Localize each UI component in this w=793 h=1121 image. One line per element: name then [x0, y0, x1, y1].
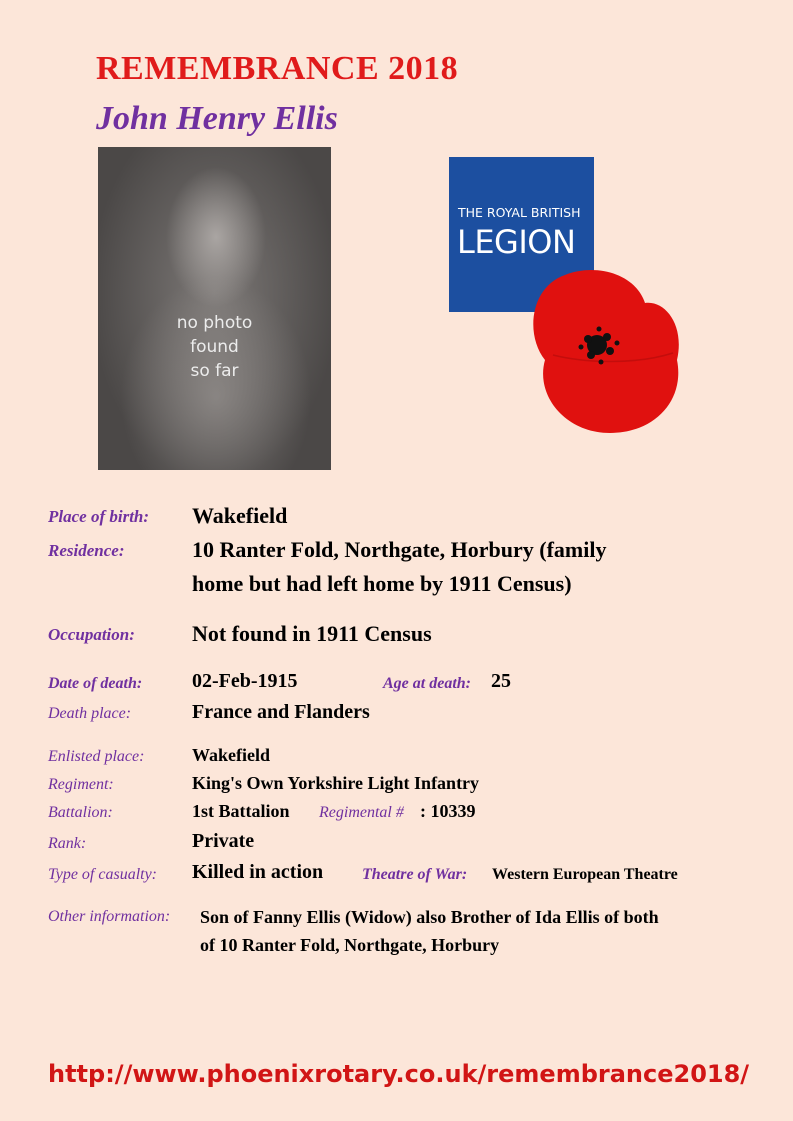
other-information-line-2: of 10 Ranter Fold, Northgate, Horbury	[200, 935, 500, 955]
occupation-value: Not found in 1911 Census	[192, 621, 432, 646]
death-place-label: Death place:	[48, 705, 132, 722]
occupation-label: Occupation:	[48, 625, 135, 644]
page-title: REMEMBRANCE 2018	[96, 50, 459, 87]
logo-line-2: LEGION	[457, 223, 576, 261]
battalion-value: 1st Battalion	[192, 801, 290, 821]
residence-value	[192, 533, 752, 601]
rank-value: Private	[192, 830, 255, 852]
place-of-birth-value: Wakefield	[192, 503, 288, 528]
logo-line-1: THE ROYAL BRITISH	[458, 205, 581, 220]
age-at-death-label	[383, 675, 471, 693]
other-information-line-1: Son of Fanny Ellis (Widow) also Brother of Ida Ellis of both	[200, 907, 659, 927]
theatre-of-war-label-text: Theatre of War:	[362, 866, 468, 883]
theatre-of-war-label	[362, 866, 467, 884]
photo-placeholder	[98, 147, 331, 470]
regimental-number-value: : 10339	[420, 801, 476, 821]
age-at-death-value: 25	[491, 670, 511, 692]
soldier-name: John Henry Ellis	[96, 100, 338, 137]
regiment-value: King's Own Yorkshire Light Infantry	[192, 773, 480, 793]
residence-line-2: home but had left home by 1911 Census)	[192, 571, 572, 596]
other-information-label: Other information:	[48, 908, 171, 925]
other-information-value	[200, 903, 770, 959]
residence-line-1: 10 Ranter Fold, Northgate, Horbury (family	[192, 537, 607, 562]
poppy-icon	[525, 265, 685, 435]
date-of-death-value: 02-Feb-1915	[192, 670, 298, 692]
type-of-casualty-label: Type of casualty:	[48, 866, 158, 883]
death-place-value: France and Flanders	[192, 701, 370, 723]
residence-label: Residence:	[48, 541, 125, 560]
age-at-death-label-text: Age at death:	[383, 675, 471, 692]
regiment-label: Regiment:	[48, 776, 114, 793]
photo-placeholder-line: no photo	[176, 313, 253, 333]
enlisted-place-label: Enlisted place:	[48, 748, 145, 765]
photo-placeholder-line: found	[190, 337, 239, 357]
theatre-of-war-value: Western European Theatre	[492, 866, 678, 883]
rank-label: Rank:	[48, 835, 87, 852]
footer-url-link[interactable]: http://www.phoenixrotary.co.uk/remembrance2018/	[48, 1060, 750, 1088]
type-of-casualty-value: Killed in action	[192, 861, 324, 883]
battalion-label: Battalion:	[48, 804, 113, 821]
photo-placeholder-text	[98, 311, 331, 383]
enlisted-place-value: Wakefield	[192, 745, 271, 765]
place-of-birth-label: Place of birth:	[48, 507, 150, 526]
regimental-number-label: Regimental #	[319, 804, 404, 821]
photo-placeholder-line: so far	[190, 361, 239, 381]
date-of-death-label: Date of death:	[48, 675, 143, 692]
